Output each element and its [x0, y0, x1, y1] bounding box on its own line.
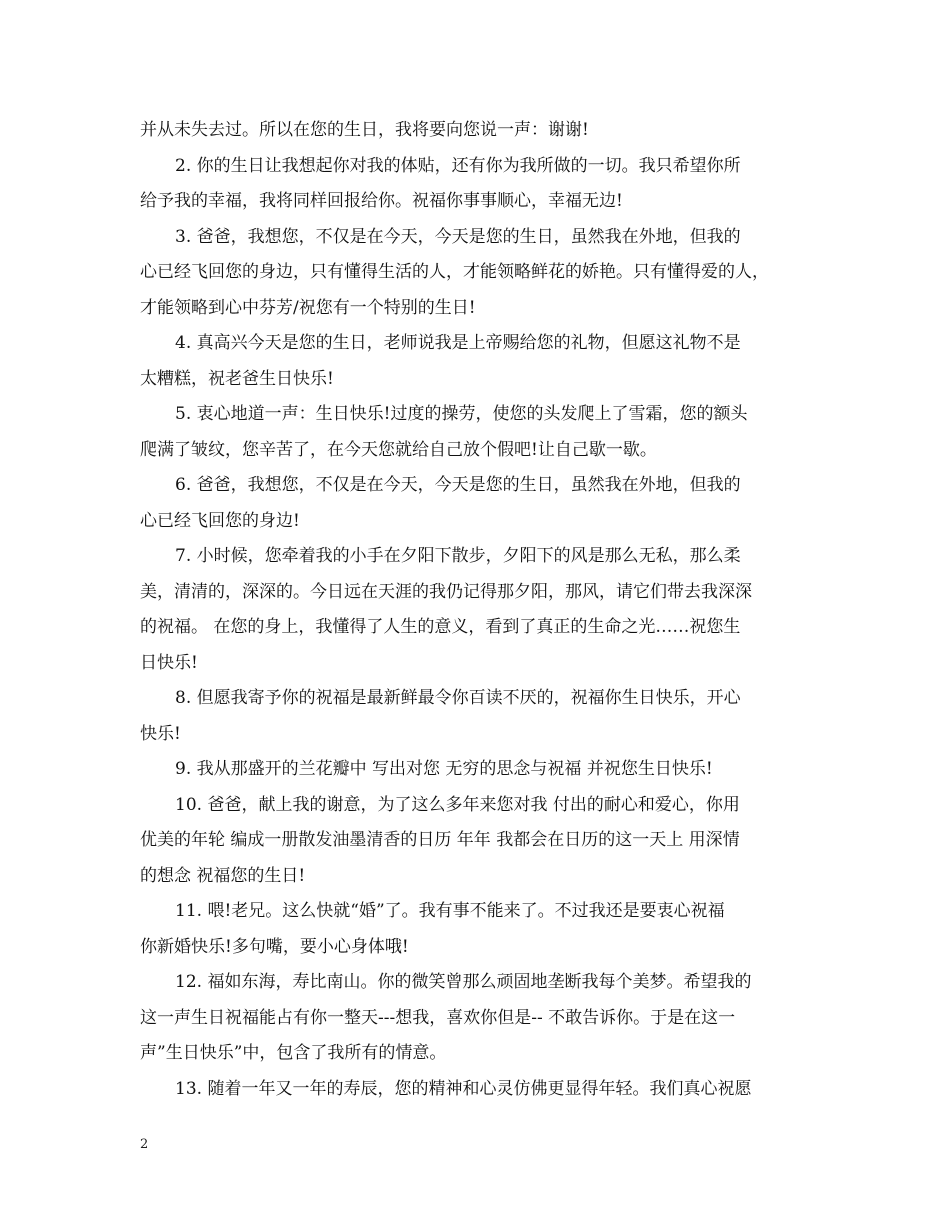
text-line: 爬满了皱纹，您辛苦了，在今天您就给自己放个假吧!让自己歇一歇。	[140, 439, 657, 460]
text-line: 12. 福如东海，寿比南山。你的微笑曾那么顽固地垄断我每个美梦。希望我的	[175, 972, 752, 992]
text-line: 11. 喂!老兄。这么快就“婚”了。我有事不能来了。不过我还是要衷心祝福	[175, 901, 725, 921]
text-line: 9. 我从那盛开的兰花瓣中 写出对您 无穷的思念与祝福 并祝您生日快乐!	[175, 759, 713, 779]
document-body	[140, 113, 820, 1107]
text-line: 的想念 祝福您的生日!	[140, 865, 306, 886]
text-line: 6. 爸爸，我想您，不仅是在今天，今天是您的生日，虽然我在外地，但我的	[175, 475, 741, 495]
text-line: 给予我的幸福，我将同样回报给你。祝福你事事顺心，幸福无边!	[140, 191, 623, 211]
text-line: 太糟糕，祝老爸生日快乐!	[140, 368, 334, 389]
page-number: 2	[140, 1137, 149, 1152]
text-line: 8. 但愿我寄予你的祝福是最新鲜最令你百读不厌的，祝福你生日快乐，开心	[175, 688, 741, 708]
text-line: 10. 爸爸，献上我的谢意，为了这么多年来您对我 付出的耐心和爱心，你用	[175, 794, 740, 815]
text-line: 13. 随着一年又一年的寿辰，您的精神和心灵仿佛更显得年轻。我们真心祝愿	[175, 1078, 752, 1099]
text-line: 美，清清的，深深的。今日远在天涯的我仍记得那夕阳，那风，请它们带去我深深	[140, 581, 752, 602]
text-line: 心已经飞回您的身边!	[140, 510, 300, 531]
text-line: 日快乐!	[140, 652, 198, 673]
text-line: 并从未失去过。所以在您的生日，我将要向您说一声：谢谢!	[140, 120, 589, 140]
text-line: 这一声生日祝福能占有你一整天---想我，喜欢你但是-- 不敢告诉你。于是在这一	[140, 1007, 736, 1028]
text-line: 你新婚快乐!多句嘴，要小心身体哦!	[140, 936, 409, 957]
text-line: 才能领略到心中芬芳/祝您有一个特别的生日!	[140, 297, 476, 318]
text-line: 心已经飞回您的身边，只有懂得生活的人，才能领略鲜花的娇艳。只有懂得爱的人，	[140, 262, 769, 282]
text-line: 2. 你的生日让我想起你对我的体贴，还有你为我所做的一切。我只希望你所	[175, 155, 741, 176]
text-line: 5. 衷心地道一声：生日快乐!过度的操劳，使您的头发爬上了雪霜，您的额头	[175, 404, 748, 424]
text-line: 的祝福。 在您的身上，我懂得了人生的意义，看到了真正的生命之光……祝您生	[140, 617, 741, 637]
text-line: 3. 爸爸，我想您，不仅是在今天，今天是您的生日，虽然我在外地，但我的	[175, 226, 741, 247]
text-line: 4. 真高兴今天是您的生日，老师说我是上帝赐给您的礼物，但愿这礼物不是	[175, 333, 741, 353]
text-line: 快乐!	[140, 723, 181, 744]
text-line: 优美的年轮 编成一册散发油墨清香的日历 年年 我都会在日历的这一天上 用深情	[140, 830, 740, 850]
text-line: 7. 小时候，您牵着我的小手在夕阳下散步，夕阳下的风是那么无私，那么柔	[175, 546, 741, 566]
text-line: 声”生日快乐”中，包含了我所有的情意。	[140, 1043, 447, 1063]
